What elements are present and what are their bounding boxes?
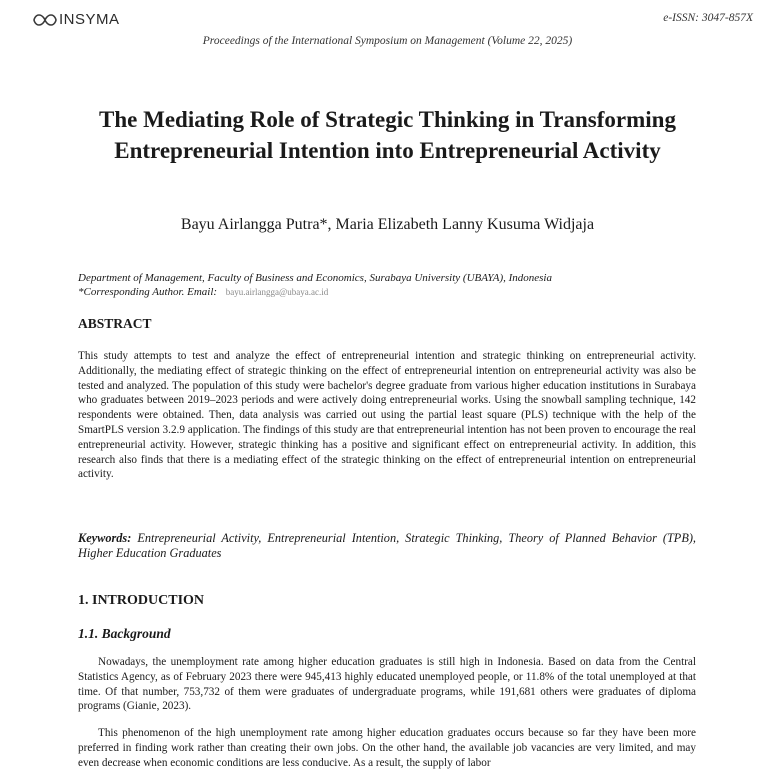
intro-paragraph-2: This phenomenon of the high unemployment rate among higher education graduates occurs because so far they have been more preferred in finding work rather than creating their own jobs. On the other hand, the available job vacancies are very limited, and may even decrease when economic conditions are less conducive. As a result, the supply of labor: [78, 727, 696, 769]
paper-authors: Bayu Airlangga Putra*, Maria Elizabeth Lanny Kusuma Widjaja: [180, 216, 595, 233]
keywords: [78, 531, 696, 561]
logo-text: INSYMA: [59, 11, 120, 28]
background-subheading: 1.1. Background: [78, 626, 171, 641]
affiliation-block: [78, 271, 708, 299]
infinity-logo-icon: [33, 13, 57, 27]
paper-title: The Mediating Role of Strategic Thinking in Transforming Entrepreneurial Intention into Entrepreneurial Activity: [99, 107, 676, 163]
abstract-heading: ABSTRACT: [78, 316, 152, 331]
abstract-text: This study attempts to test and analyze the effect of entrepreneurial intention and strategic thinking on entrepreneurial activity. Additionally, the mediating effect of strategic thinking on the effect of entrepreneurial intention on entrepreneurial activity was also be tested and analyzed. The population of this study were bachelor's degree graduate from various higher education institutions in Surabaya who graduates between 2019–2023 periods and were actively doing entrepreneurial works. Using the snowball sampling technique, 142 respondents were obtained. Then, data analysis was carried out using the partial least square (PLS) technique with the help of the SmartPLS version 3.2.9 application. The findings of this study are that entrepreneurial intention has not been proven to encourage the real entrepreneurial activity. However, strategic thinking has a positive and significant effect on entrepreneurial activity. In addition, this research also finds that there is a mediating effect of the strategic thinking on the effect of entrepreneurial intention on entrepreneurial activity.: [78, 350, 696, 481]
journal-logo: [33, 11, 120, 28]
affiliation: Department of Management, Faculty of Business and Economics, Surabaya University (UBAYA), Indonesia: [78, 272, 552, 284]
corresponding-label: *Corresponding Author. Email:: [78, 286, 218, 298]
intro-paragraph-1: Nowadays, the unemployment rate among higher education graduates is still high in Indonesia. Based on data from the Central Statistics Agency, as of February 2023 there were 945,413 highly educated unemployed people, or 11.8% of the total unemployed at that time. Of that number, 753,732 of them were graduates of undergraduate programs, while 191,681 others were graduates of diploma programs (Gianie, 2023).: [78, 656, 696, 713]
email-link[interactable]: bayu.airlangga@ubaya.ac.id: [225, 287, 329, 297]
keywords-label: Keywords:: [78, 531, 132, 545]
issn-label: e-ISSN: 3047-857X: [663, 12, 753, 24]
journal-title: Proceedings of the International Symposium on Management (Volume 22, 2025): [202, 35, 573, 47]
corresponding-author: [78, 285, 708, 299]
introduction-heading: 1. INTRODUCTION: [78, 593, 205, 608]
keywords-text: Entrepreneurial Activity, Entrepreneurial Intention, Strategic Thinking, Theory of Planned Behavior (TPB), Higher Education Graduates: [78, 531, 696, 560]
